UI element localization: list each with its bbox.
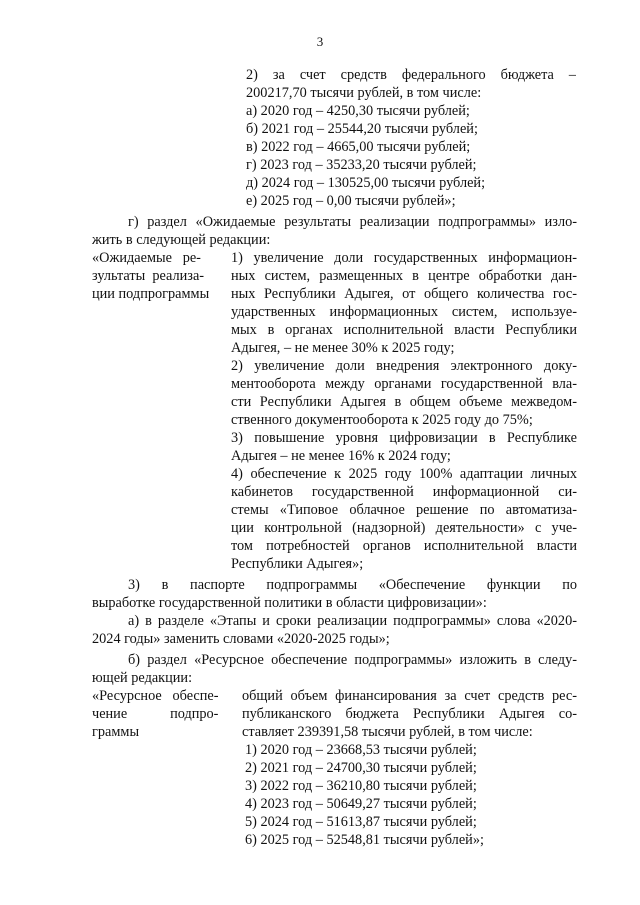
resource-label-line: «Ресурсное обеспе-: [92, 688, 219, 704]
results-label-line: зультаты реализа-: [92, 268, 205, 284]
federal-budget-intro-line2: 200217,70 тысячи рублей, в том числе:: [246, 85, 482, 101]
results-content-line: стемы «Типовое облачное решение по автоматиза-: [231, 502, 577, 518]
resource-year: 1) 2020 год – 23668,53 тысячи рублей;: [245, 742, 477, 758]
federal-budget-year: е) 2025 год – 0,00 тысячи рублей»;: [246, 193, 456, 209]
federal-budget-year: г) 2023 год – 35233,20 тысячи рублей;: [246, 157, 477, 173]
federal-budget-year: а) 2020 год – 4250,30 тысячи рублей;: [246, 103, 470, 119]
results-content-line: Адыгея – не менее 16% к 2024 году;: [231, 448, 451, 464]
federal-budget-year: д) 2024 год – 130525,00 тысячи рублей;: [246, 175, 486, 191]
resource-label-line: граммы: [92, 724, 140, 740]
federal-budget-year: в) 2022 год – 4665,00 тысячи рублей;: [246, 139, 471, 155]
resource-year: 4) 2023 год – 50649,27 тысячи рублей;: [245, 796, 477, 812]
results-content-line: ударственных информационных систем, используе-: [231, 304, 577, 320]
results-content-line: 2) увеличение доли внедрения электронного доку-: [231, 358, 577, 374]
results-content-line: кабинетов государственной информационной си-: [231, 484, 577, 500]
results-content-line: ции контрольной (надзорной) деятельности» с уче-: [231, 520, 577, 536]
federal-budget-intro-line1: 2) за счет средств федерального бюджета –: [246, 67, 576, 83]
federal-budget-year: б) 2021 год – 25544,20 тысячи рублей;: [246, 121, 478, 137]
resource-year: 6) 2025 год – 52548,81 тысячи рублей»;: [245, 832, 484, 848]
results-content-line: 1) увеличение доли государственных информацион-: [231, 250, 577, 266]
resource-year: 3) 2022 год – 36210,80 тысячи рублей;: [245, 778, 477, 794]
resource-year: 2) 2021 год – 24700,30 тысячи рублей;: [245, 760, 477, 776]
results-content-line: Республики Адыгея»;: [231, 556, 364, 572]
resource-content-line: ставляет 239391,58 тысячи рублей, в том числе:: [242, 724, 533, 740]
item3-sub-b-line2: ющей редакции:: [92, 670, 193, 686]
results-content-line: 4) обеспечение к 2025 году 100% адаптации личных: [231, 466, 577, 482]
results-content-line: том потребностей органов исполнительной власти: [231, 538, 577, 554]
section-g-line1: г) раздел «Ожидаемые результаты реализации подпрограммы» изло-: [128, 214, 577, 230]
results-content-line: мых в органах исполнительной власти Республики: [231, 322, 577, 338]
results-label-line: ции подпрограммы: [92, 286, 210, 302]
resource-year: 5) 2024 год – 51613,87 тысячи рублей;: [245, 814, 477, 830]
item3-line1: 3) в паспорте подпрограммы «Обеспечение функции по: [128, 577, 577, 593]
item3-sub-b-line1: б) раздел «Ресурсное обеспечение подпрограммы» изложить в следу-: [128, 652, 577, 668]
results-content-line: ных систем, размещенных в центре обработки дан-: [231, 268, 577, 284]
item3-line2: выработке государственной политики в области цифровизации»:: [92, 595, 487, 611]
results-content-line: ственного документооборота к 2025 году до 75%;: [231, 412, 533, 428]
resource-label-line: чение подпро-: [92, 706, 219, 722]
item3-sub-a-line1: а) в разделе «Этапы и сроки реализации подпрограммы» слова «2020-: [128, 613, 577, 629]
results-content-line: ментооборота между органами государственной вла-: [231, 376, 577, 392]
results-content-line: сти Республики Адыгея в общем объеме межведом-: [231, 394, 577, 410]
results-content-line: ных Республики Адыгея, от общего количества гос-: [231, 286, 577, 302]
results-content-line: Адыгея, – не менее 30% к 2025 году;: [231, 340, 455, 356]
resource-content-line: публиканского бюджета Республики Адыгея со-: [242, 706, 577, 722]
resource-content-line: общий объем финансирования за счет средств рес-: [242, 688, 577, 704]
item3-sub-a-line2: 2024 годы» заменить словами «2020-2025 годы»;: [92, 631, 390, 647]
results-content-line: 3) повышение уровня цифровизации в Республике: [231, 430, 577, 446]
page-number: 3: [316, 34, 324, 49]
section-g-line2: жить в следующей редакции:: [92, 232, 271, 248]
results-label-line: «Ожидаемые ре-: [92, 250, 201, 266]
